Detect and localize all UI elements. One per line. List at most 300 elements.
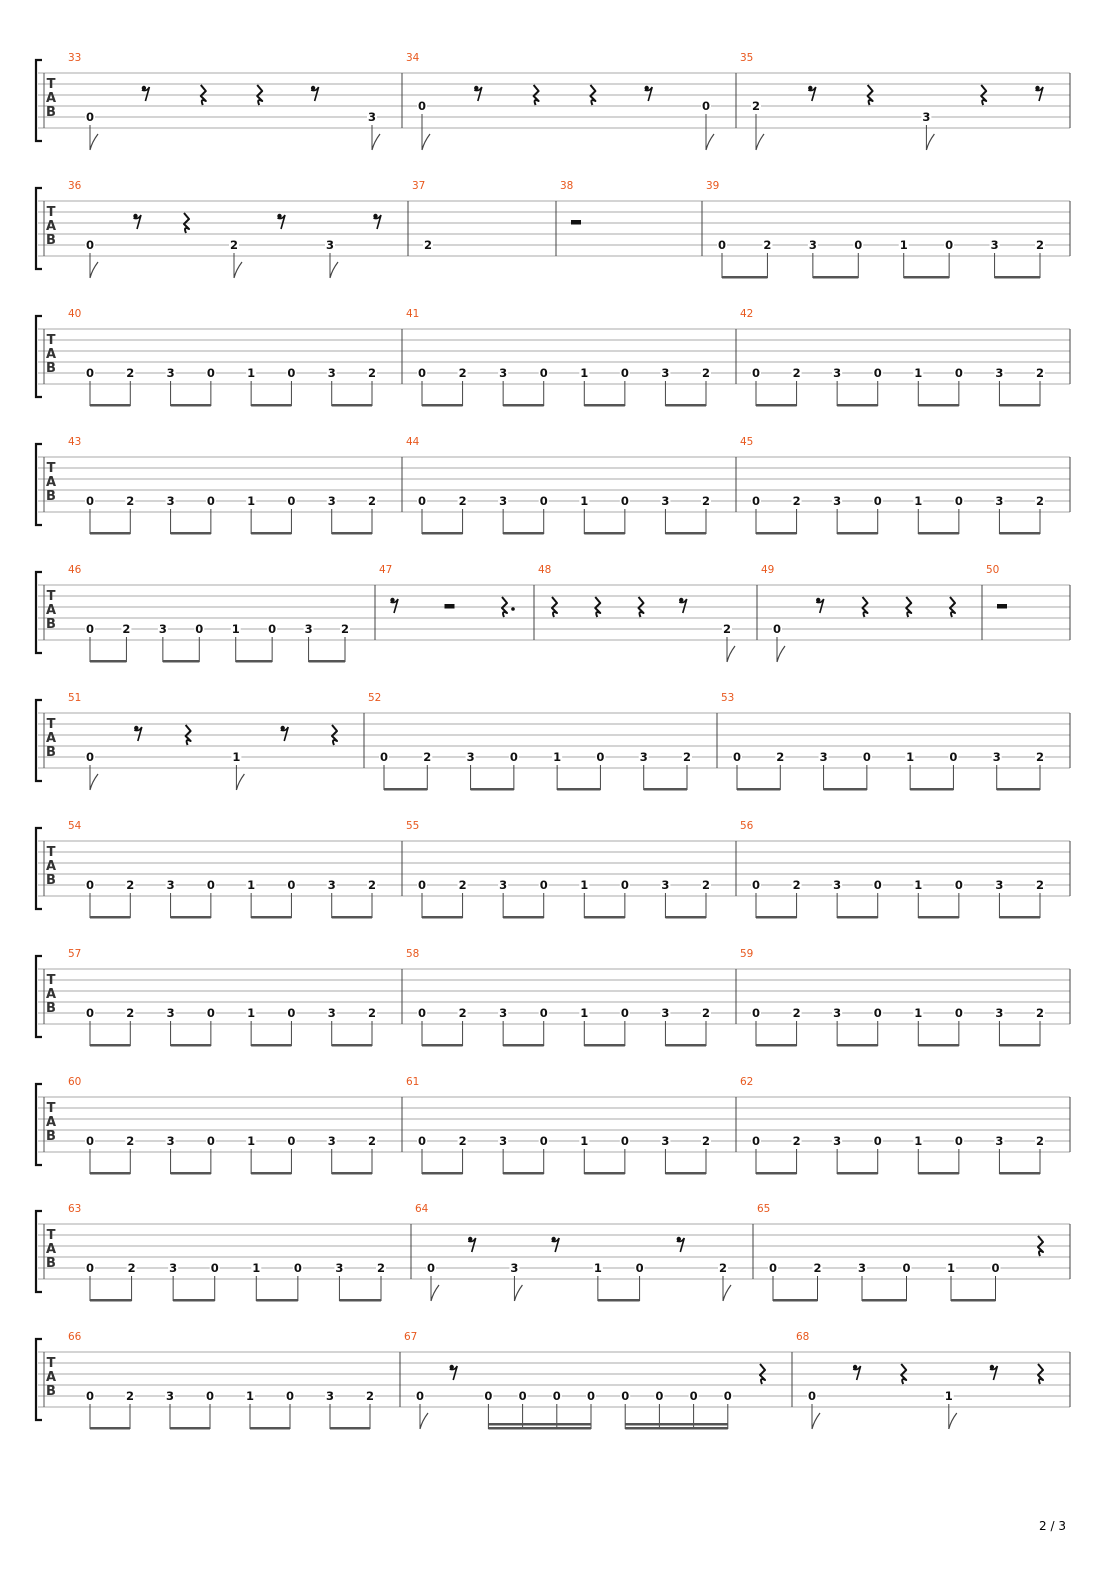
note-flag: [90, 134, 98, 150]
tab-clef-letter: A: [45, 347, 57, 362]
measure: [68, 180, 381, 278]
tab-clef-letter: A: [45, 859, 57, 874]
fret-number: 1: [247, 494, 256, 508]
fret-number: 2: [792, 878, 801, 892]
staff-system: [36, 180, 1070, 279]
fret-number: 3: [833, 878, 842, 892]
measure: [368, 692, 692, 791]
fret-number: 1: [906, 750, 915, 764]
fret-number: 0: [415, 1389, 425, 1403]
fret-number: 1: [580, 878, 589, 892]
staff-system: [36, 1076, 1070, 1175]
note-beam: [422, 404, 463, 407]
fret-number: 0: [195, 622, 204, 636]
fret-number: 0: [596, 750, 605, 764]
note-beam: [251, 1172, 291, 1175]
note-beam: [251, 404, 291, 407]
measure: [740, 436, 1045, 535]
note-beam: [256, 1299, 298, 1302]
fret-number: 1: [946, 1261, 956, 1275]
fret-number: 2: [751, 99, 761, 113]
note-beam: [171, 1172, 211, 1175]
measure-number: 60: [68, 1076, 82, 1088]
note-flag: [90, 262, 98, 278]
fret-number: 0: [620, 1006, 629, 1020]
note-beam: [584, 1172, 625, 1175]
measure: [68, 1331, 375, 1430]
fret-number: 0: [210, 1261, 219, 1275]
rest-symbol: [134, 726, 142, 741]
staff-system: [36, 1203, 1070, 1302]
note-flag: [812, 1413, 820, 1429]
note-beam: [503, 1172, 544, 1175]
fret-number: 1: [247, 366, 256, 380]
fret-number: 0: [539, 1134, 548, 1148]
fret-number: 1: [232, 750, 241, 764]
note-flag: [777, 646, 785, 662]
fret-number: 0: [85, 238, 95, 252]
measure-number: 45: [740, 436, 754, 448]
rest-symbol: [1035, 86, 1043, 101]
staff-system: [36, 52, 1070, 150]
fret-number: 0: [85, 110, 95, 124]
note-beam: [422, 916, 463, 919]
rest-symbol: [551, 1237, 559, 1252]
note-beam: [904, 276, 949, 279]
staff-system: [36, 308, 1070, 407]
tab-clef-letter: B: [46, 1129, 56, 1144]
note-beam: [837, 404, 878, 407]
measure: [415, 1203, 731, 1302]
fret-number: 0: [945, 238, 954, 252]
fret-number: 3: [833, 494, 842, 508]
note-beam: [332, 532, 372, 535]
measure-number: 59: [740, 948, 754, 960]
system-bracket: [36, 1211, 42, 1292]
tab-clef-letter: B: [46, 1256, 56, 1271]
note-beam: [837, 1044, 878, 1047]
note-beam: [584, 532, 625, 535]
measure: [740, 52, 1043, 150]
fret-number: 3: [833, 1134, 842, 1148]
fret-number: 0: [85, 1389, 95, 1403]
measure-number: 55: [406, 820, 420, 832]
note-beam: [250, 1427, 290, 1430]
fret-number: 1: [580, 494, 589, 508]
fret-number: 0: [85, 1261, 95, 1275]
fret-number: 1: [580, 1006, 589, 1020]
tab-clef-letter: B: [46, 617, 56, 632]
fret-number: 0: [772, 622, 782, 636]
note-beam: [422, 1172, 463, 1175]
note-beam: [90, 1299, 132, 1302]
fret-number: 0: [85, 878, 95, 892]
fret-number: 0: [287, 1134, 296, 1148]
staff-system: [36, 692, 1070, 791]
note-beam: [756, 1172, 797, 1175]
fret-number: 3: [661, 366, 670, 380]
fret-number: 2: [682, 750, 692, 764]
fret-number: 2: [127, 1261, 136, 1275]
note-beam: [171, 1044, 211, 1047]
fret-number: 0: [268, 622, 277, 636]
fret-number: 0: [539, 878, 548, 892]
note-beam: [471, 788, 514, 791]
measure-number: 67: [404, 1331, 418, 1343]
note-flag: [514, 1285, 522, 1301]
system-bracket: [36, 188, 42, 269]
note-beam: [171, 532, 211, 535]
measure: [986, 564, 1007, 609]
tab-clef-letter: T: [46, 77, 56, 92]
fret-number: 0: [417, 366, 427, 380]
fret-number: 0: [85, 1134, 95, 1148]
fret-number: 3: [327, 878, 336, 892]
fret-number: 0: [85, 622, 95, 636]
fret-number: 2: [813, 1261, 822, 1275]
tab-clef-letter: A: [45, 603, 57, 618]
measure: [68, 692, 337, 790]
fret-number: 0: [873, 366, 882, 380]
fret-number: 1: [231, 622, 240, 636]
fret-number: 0: [379, 750, 389, 764]
rest-symbol: [468, 1237, 476, 1252]
note-flag: [236, 774, 244, 790]
fret-number: 0: [417, 1134, 427, 1148]
fret-number: 3: [499, 494, 508, 508]
note-beam: [665, 1044, 706, 1047]
note-beam: [503, 916, 544, 919]
fret-number: 3: [661, 494, 670, 508]
note-flag: [431, 1285, 439, 1301]
fret-number: 0: [701, 99, 711, 113]
tab-clef-letter: A: [45, 475, 57, 490]
fret-number: 2: [458, 366, 467, 380]
note-beam: [598, 1299, 640, 1302]
note-beam: [644, 788, 687, 791]
measure: [412, 180, 433, 252]
fret-number: 2: [776, 750, 785, 764]
fret-number: 3: [466, 750, 475, 764]
measure-number: 57: [68, 948, 82, 960]
tab-clef-letter: B: [46, 745, 56, 760]
system-bracket: [36, 956, 42, 1037]
fret-number: 3: [325, 238, 335, 252]
fret-number: 3: [995, 494, 1004, 508]
note-beam: [309, 660, 345, 663]
fret-number: 0: [85, 750, 95, 764]
note-beam: [422, 1044, 463, 1047]
fret-number: 0: [509, 750, 518, 764]
rest-symbol: [677, 1237, 685, 1252]
fret-number: 0: [417, 878, 427, 892]
note-beam: [251, 916, 291, 919]
fret-number: 2: [126, 878, 135, 892]
fret-number: 0: [873, 494, 882, 508]
measure: [740, 820, 1045, 919]
tab-clef-letter: T: [46, 717, 56, 732]
tab-clef-letter: T: [46, 205, 56, 220]
note-beam: [722, 276, 767, 279]
note-flag: [422, 134, 430, 150]
fret-number: 3: [833, 1006, 842, 1020]
note-beam: [332, 1172, 372, 1175]
tab-clef-letter: B: [46, 489, 56, 504]
system-bracket: [36, 1084, 42, 1165]
note-flag: [706, 134, 714, 150]
fret-number: 2: [367, 1006, 377, 1020]
fret-number: 0: [751, 366, 761, 380]
fret-number: 3: [499, 1134, 508, 1148]
fret-number: 2: [367, 878, 377, 892]
fret-number: 0: [751, 1134, 761, 1148]
measure: [796, 1331, 1043, 1429]
fret-number: 1: [245, 1389, 255, 1403]
fret-number: 2: [367, 1134, 377, 1148]
measure: [740, 308, 1045, 407]
fret-number: 2: [701, 366, 711, 380]
fret-number: 2: [792, 494, 801, 508]
rest-symbol: [853, 1365, 861, 1380]
fret-number: 3: [661, 1134, 670, 1148]
fret-number: 3: [990, 238, 999, 252]
measure-number: 34: [406, 52, 420, 64]
fret-number: 0: [287, 366, 296, 380]
tab-clef-letter: T: [46, 333, 56, 348]
measure-number: 36: [68, 180, 82, 192]
note-flag: [234, 262, 242, 278]
fret-number: 2: [1035, 238, 1045, 252]
measure-number: 62: [740, 1076, 754, 1088]
measure-number: 51: [68, 692, 82, 704]
fret-number: 0: [620, 878, 629, 892]
fret-number: 0: [954, 878, 963, 892]
fret-number: 2: [722, 622, 732, 636]
note-beam: [824, 788, 867, 791]
tab-clef-letter: A: [45, 1115, 57, 1130]
fret-number: 3: [327, 1134, 336, 1148]
fret-number: 3: [995, 1006, 1004, 1020]
fret-number: 2: [423, 238, 433, 252]
note-beam: [503, 404, 544, 407]
fret-number: 0: [417, 99, 427, 113]
system-bracket: [36, 828, 42, 909]
rest-symbol: [816, 598, 824, 613]
note-beam: [332, 1044, 372, 1047]
fret-number: 0: [205, 1389, 215, 1403]
measure: [761, 564, 955, 662]
fret-number: 3: [499, 878, 508, 892]
note-beam: [557, 788, 600, 791]
fret-number: 0: [620, 366, 629, 380]
tab-clef-letter: T: [46, 1101, 56, 1116]
rest-symbol: [133, 214, 141, 229]
fret-number: 0: [954, 1006, 963, 1020]
fret-number: 0: [635, 1261, 644, 1275]
fret-number: 0: [954, 494, 963, 508]
measure-number: 35: [740, 52, 754, 64]
note-beam: [862, 1299, 907, 1302]
tab-clef-letter: T: [46, 1228, 56, 1243]
measure-number: 33: [68, 52, 82, 64]
note-beam: [170, 1427, 210, 1430]
fret-number: 1: [247, 1134, 256, 1148]
fret-number: 0: [484, 1389, 493, 1403]
page-number: 2 / 3: [1039, 1519, 1066, 1533]
staff-system: [36, 1331, 1070, 1430]
note-beam: [910, 788, 953, 791]
fret-number: 0: [751, 878, 761, 892]
note-beam: [332, 916, 372, 919]
measure-number: 61: [406, 1076, 420, 1088]
measure-number: 39: [706, 180, 720, 192]
fret-number: 2: [125, 1389, 135, 1403]
tab-clef-letter: B: [46, 233, 56, 248]
fret-number: 1: [914, 494, 923, 508]
note-beam: [90, 1172, 130, 1175]
measure-number: 47: [379, 564, 393, 576]
fret-number: 3: [661, 1006, 670, 1020]
note-beam: [503, 1044, 544, 1047]
fret-number: 0: [689, 1389, 698, 1403]
note-flag: [330, 262, 338, 278]
tab-clef-letter: B: [46, 1001, 56, 1016]
fret-number: 2: [126, 1134, 135, 1148]
fret-number: 2: [701, 494, 711, 508]
tab-clef-letter: B: [46, 1384, 56, 1399]
note-beam: [756, 1044, 797, 1047]
tab-clef-letter: A: [45, 1370, 57, 1385]
fret-number: 2: [792, 1134, 801, 1148]
measure: [406, 308, 711, 407]
tab-clef-letter: B: [46, 361, 56, 376]
fret-number: 1: [914, 366, 923, 380]
fret-number: 2: [122, 622, 131, 636]
note-beam: [918, 1172, 959, 1175]
measure-number: 64: [415, 1203, 429, 1215]
fret-number: 3: [327, 366, 336, 380]
measure: [68, 436, 377, 535]
measure: [406, 1076, 711, 1175]
fret-number: 3: [166, 878, 175, 892]
measure: [379, 564, 515, 617]
measure-number: 58: [406, 948, 420, 960]
fret-number: 0: [873, 878, 882, 892]
fret-number: 0: [539, 366, 548, 380]
fret-number: 0: [732, 750, 742, 764]
fret-number: 0: [539, 1006, 548, 1020]
note-beam: [90, 404, 130, 407]
fret-number: 2: [229, 238, 239, 252]
measure: [68, 564, 350, 663]
note-beam: [918, 532, 959, 535]
note-beam: [918, 916, 959, 919]
note-beam: [837, 1172, 878, 1175]
fret-number: 1: [553, 750, 562, 764]
fret-number: 0: [206, 494, 215, 508]
tab-clef-letter: A: [45, 987, 57, 1002]
note-beam: [384, 788, 427, 791]
fret-number: 2: [126, 494, 135, 508]
fret-number: 2: [376, 1261, 386, 1275]
system-bracket: [36, 60, 42, 141]
note-beam: [665, 532, 706, 535]
note-beam: [999, 532, 1040, 535]
measure: [406, 948, 711, 1047]
measure-number: 54: [68, 820, 82, 832]
measure: [757, 1203, 1043, 1302]
tab-clef-letter: T: [46, 845, 56, 860]
note-beam: [665, 1172, 706, 1175]
fret-number: 1: [593, 1261, 602, 1275]
fret-number: 0: [751, 1006, 761, 1020]
tab-clef-letter: T: [46, 461, 56, 476]
fret-number: 0: [285, 1389, 295, 1403]
fret-number: 2: [1035, 1006, 1045, 1020]
fret-number: 2: [763, 238, 772, 252]
fret-number: 1: [247, 878, 256, 892]
measure-number: 68: [796, 1331, 810, 1343]
measure: [740, 948, 1045, 1047]
note-flag: [926, 134, 934, 150]
measure: [68, 820, 377, 919]
note-beam: [584, 916, 625, 919]
fret-number: 3: [639, 750, 648, 764]
note-beam: [837, 916, 878, 919]
tab-clef-letter: A: [45, 91, 57, 106]
note-beam: [330, 1427, 370, 1430]
fret-number: 3: [304, 622, 313, 636]
tab-clef-letter: T: [46, 973, 56, 988]
fret-number: 0: [723, 1389, 732, 1403]
fret-number: 2: [458, 878, 467, 892]
measure-number: 65: [757, 1203, 771, 1215]
note-flag: [90, 774, 98, 790]
fret-number: 0: [655, 1389, 664, 1403]
rest-symbol: [997, 604, 1007, 609]
fret-number: 2: [701, 878, 711, 892]
staff-system: [36, 436, 1070, 535]
fret-number: 2: [365, 1389, 375, 1403]
rest-symbol: [808, 86, 816, 101]
fret-number: 2: [340, 622, 350, 636]
fret-number: 0: [873, 1134, 882, 1148]
note-beam: [422, 532, 463, 535]
note-beam: [90, 1427, 130, 1430]
fret-number: 1: [914, 1006, 923, 1020]
measure-number: 42: [740, 308, 754, 320]
fret-number: 1: [252, 1261, 261, 1275]
measure: [68, 308, 377, 407]
fret-number: 2: [367, 366, 377, 380]
fret-number: 0: [518, 1389, 527, 1403]
fret-number: 1: [899, 238, 908, 252]
fret-number: 2: [701, 1134, 711, 1148]
fret-number: 3: [857, 1261, 867, 1275]
fret-number: 0: [206, 1006, 215, 1020]
staff-system: [36, 564, 1070, 663]
note-beam: [90, 660, 126, 663]
note-beam: [813, 276, 858, 279]
tab-clef-letter: A: [45, 731, 57, 746]
measure: [721, 692, 1045, 791]
note-beam: [584, 404, 625, 407]
note-beam: [332, 404, 372, 407]
note-beam: [171, 916, 211, 919]
measure-number: 43: [68, 436, 82, 448]
fret-number: 3: [327, 494, 336, 508]
rest-symbol: [142, 86, 150, 101]
